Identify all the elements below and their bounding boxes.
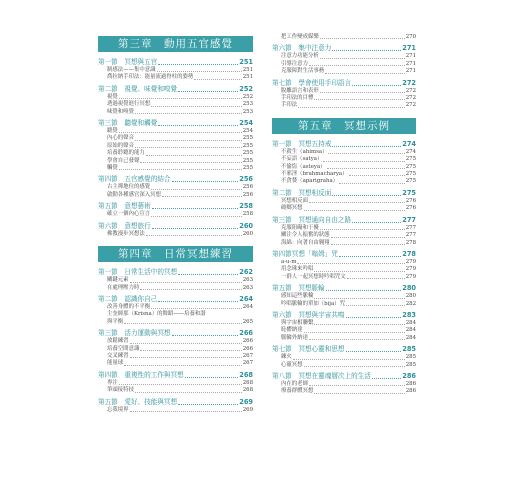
page-number: 272 xyxy=(405,95,416,102)
page-number: 252 xyxy=(242,93,253,100)
dot-leader xyxy=(124,365,242,366)
page-number: 285 xyxy=(402,345,416,354)
entry-title: 第八節 冥想在靈魂層次上的生活 xyxy=(272,371,371,380)
page-number: 265 xyxy=(242,318,253,325)
toc-section-entry[interactable] xyxy=(98,58,253,67)
page-number: 279 xyxy=(405,273,416,280)
dot-leader xyxy=(119,98,242,99)
page-number: 269 xyxy=(239,397,253,406)
toc-entry[interactable] xyxy=(98,165,253,172)
toc-entry[interactable] xyxy=(98,387,253,394)
dot-leader xyxy=(314,99,404,100)
dot-leader xyxy=(158,301,238,302)
entry-title: 不偷盜（asteya） xyxy=(281,163,326,170)
entry-title: 第七節 冥想心靈和思想 xyxy=(272,345,345,354)
page-number: 277 xyxy=(402,215,416,224)
dot-leader xyxy=(309,385,405,386)
page-number: 264 xyxy=(242,303,253,310)
dot-leader xyxy=(328,153,404,154)
entry-title: 第二節 視覺、味覺和嗅覺 xyxy=(98,84,178,93)
page-number: 253 xyxy=(242,108,253,115)
page-number: 272 xyxy=(402,78,416,87)
dot-leader xyxy=(314,393,404,394)
dot-leader xyxy=(314,324,404,325)
page-number: 280 xyxy=(402,284,416,293)
entry-title: 在處理壓力時 xyxy=(107,284,140,291)
page-number: 258 xyxy=(242,211,253,218)
dot-leader xyxy=(352,85,401,86)
entry-title: 啟動各種感官深入冥想 xyxy=(107,191,161,198)
entry-title: 放鬆練習 xyxy=(107,338,129,345)
dot-leader xyxy=(320,92,405,93)
entry-title: 與宇宙相聯繫 xyxy=(281,319,314,326)
entry-title: 關注令人振奮的狀態 xyxy=(281,232,330,239)
entry-title: 克服障對生活事務 xyxy=(281,68,325,75)
dot-leader xyxy=(157,71,242,72)
entry-title: 感知這些脈輪 xyxy=(281,293,314,300)
entry-title: 第三節 聽覺和觸覺 xyxy=(98,119,158,128)
toc-entry[interactable] xyxy=(98,184,253,191)
dot-leader xyxy=(372,378,401,379)
page-number: 278 xyxy=(405,239,416,246)
toc-entry[interactable] xyxy=(98,158,253,165)
entry-title: 脫離語言和表形 xyxy=(281,87,319,94)
page-number: 269 xyxy=(242,406,253,413)
page-number: 262 xyxy=(239,268,253,277)
dot-leader xyxy=(309,202,405,203)
dot-leader xyxy=(320,38,405,39)
entry-title: 克服阻礙和干擾 xyxy=(281,224,319,231)
toc-section-entry[interactable] xyxy=(272,189,416,198)
dot-leader xyxy=(325,73,405,74)
dot-leader xyxy=(140,289,241,290)
page-number: 284 xyxy=(405,327,416,334)
page-number: 279 xyxy=(405,258,416,265)
toc-entry[interactable] xyxy=(98,360,253,367)
entry-title: 不邪淫（brahmacharya） xyxy=(281,171,348,178)
page-number: 251 xyxy=(242,67,253,73)
toc-entry[interactable] xyxy=(272,34,416,41)
entry-title: 喬拉納手印法：能量流過脊柱的姿勢 xyxy=(107,74,194,81)
page-number: 282 xyxy=(405,300,416,307)
entry-title: 交叉練習 xyxy=(107,352,129,359)
page-number: 256 xyxy=(239,175,253,184)
entry-title: 內心的聲音 xyxy=(107,135,134,142)
entry-title: 引導注意力 xyxy=(281,60,308,67)
dot-leader xyxy=(309,65,405,66)
dot-leader xyxy=(146,235,242,236)
page-number: 272 xyxy=(405,87,416,94)
dot-leader xyxy=(298,107,405,108)
dot-leader xyxy=(304,332,405,333)
entry-title: 內在的老師 xyxy=(281,380,308,387)
page-number: 251 xyxy=(239,58,253,66)
toc-section-entry[interactable] xyxy=(98,371,253,380)
toc-entry[interactable] xyxy=(272,293,416,300)
page-number: 267 xyxy=(242,352,253,359)
dot-leader xyxy=(323,161,404,162)
dot-leader xyxy=(119,384,242,385)
toc-entry[interactable] xyxy=(98,231,253,238)
toc-section-entry[interactable] xyxy=(98,268,253,277)
toc-entry[interactable] xyxy=(272,388,416,395)
dot-leader xyxy=(352,222,401,223)
toc-section-entry[interactable] xyxy=(272,250,416,259)
toc-section-entry[interactable] xyxy=(98,295,253,304)
page-number: 255 xyxy=(242,135,253,142)
page-number: 271 xyxy=(405,60,416,67)
entry-title: 不妄語（satya） xyxy=(281,156,323,163)
toc-section-entry[interactable] xyxy=(98,222,253,231)
entry-title: 第四節 五官感覺的結合 xyxy=(98,175,171,184)
entry-title: 不貪婪（aparigraha） xyxy=(281,178,339,185)
entry-title: 手印法的目標 xyxy=(281,95,314,102)
toc-entry[interactable] xyxy=(272,156,416,163)
entry-title: 第四節 重複性的工作與冥想 xyxy=(98,370,184,379)
toc-entry[interactable] xyxy=(272,354,416,361)
dot-leader xyxy=(124,323,242,324)
dot-leader xyxy=(130,411,242,412)
toc-section-entry[interactable] xyxy=(98,398,253,407)
page-number: 255 xyxy=(242,150,253,157)
entry-title: 忘我境界 xyxy=(107,406,129,413)
page-number: 275 xyxy=(405,156,416,163)
dot-leader xyxy=(304,210,405,211)
toc-entry[interactable] xyxy=(98,311,253,318)
dot-leader xyxy=(140,162,241,163)
dot-leader xyxy=(346,305,405,306)
dot-leader xyxy=(346,317,402,318)
entry-title: 用念珠來吟唱 xyxy=(281,266,314,273)
page-number: 253 xyxy=(242,101,253,108)
dot-leader xyxy=(178,404,238,405)
entry-title: 主奎師那（Krisna）的舞蹈——培養和諧 xyxy=(107,311,206,318)
toc-entry[interactable] xyxy=(98,74,253,81)
dot-leader xyxy=(331,237,405,238)
toc-entry[interactable] xyxy=(98,277,253,284)
toc-entry[interactable] xyxy=(272,88,416,95)
toc-entry[interactable] xyxy=(272,102,416,109)
page-number: 260 xyxy=(242,230,253,237)
page-number: 275 xyxy=(405,178,416,185)
entry-title: 第七節 學會使用手印語言 xyxy=(272,78,352,87)
toc-entry[interactable] xyxy=(98,338,253,345)
dot-leader xyxy=(152,208,238,209)
page-number: 256 xyxy=(242,191,253,198)
toc-entry[interactable] xyxy=(98,109,253,116)
page-number: 277 xyxy=(405,232,416,239)
toc-section-entry[interactable] xyxy=(98,202,253,211)
entry-title: 與平衡 xyxy=(107,318,124,325)
toc-entry[interactable] xyxy=(272,232,416,239)
page-number: 260 xyxy=(239,221,253,230)
page-number: 279 xyxy=(405,266,416,273)
dot-leader xyxy=(130,282,242,283)
toc-entry[interactable] xyxy=(98,135,253,142)
dot-leader xyxy=(293,359,405,360)
entry-title: 第三節 冥想通向自由之路 xyxy=(272,215,352,224)
entry-title: 療養群體冥想 xyxy=(281,388,314,395)
entry-title: 佛教漫步冥想法 xyxy=(107,230,145,237)
dot-leader xyxy=(152,228,238,229)
page-number: 272 xyxy=(405,102,416,109)
toc-entry[interactable] xyxy=(98,319,253,326)
entry-title: 制感法——集中意識 xyxy=(107,67,156,73)
toc-entry[interactable] xyxy=(272,274,416,281)
entry-title: 培養空間意識 xyxy=(107,345,140,352)
entry-title: 關鍵元素 xyxy=(107,277,129,284)
toc-section-entry[interactable] xyxy=(272,345,416,354)
toc-section-entry[interactable] xyxy=(98,119,253,128)
page-number: 258 xyxy=(239,202,253,211)
entry-title: 破鄉冥想 xyxy=(281,205,303,212)
toc-section-entry[interactable] xyxy=(272,372,416,381)
dot-leader xyxy=(320,58,405,59)
entry-title: 學會自己發聲 xyxy=(107,157,140,164)
page-number: 263 xyxy=(242,277,253,284)
entry-title: 聽覺 xyxy=(107,128,118,135)
entry-title: 注意力功能分析 xyxy=(281,53,319,60)
toc-entry[interactable] xyxy=(272,335,416,342)
dot-leader xyxy=(332,50,401,51)
entry-title: 第六節 冥想與宇宙共鳴 xyxy=(272,310,345,319)
page-number: 285 xyxy=(405,361,416,368)
dot-leader xyxy=(135,392,242,393)
page-number: 275 xyxy=(405,163,416,170)
dot-leader xyxy=(178,274,238,275)
dot-leader xyxy=(304,366,405,367)
page-number: 266 xyxy=(242,345,253,352)
toc-entry[interactable] xyxy=(272,205,416,212)
entry-title: 一群人一起冥想時吟唱咒文 xyxy=(281,273,346,280)
toc-entry[interactable] xyxy=(98,101,253,108)
toc-entry[interactable] xyxy=(272,327,416,334)
page-number: 255 xyxy=(242,165,253,172)
page-number: 286 xyxy=(405,388,416,395)
page-number: 263 xyxy=(242,284,253,291)
page-number: 271 xyxy=(405,68,416,75)
page-number: 268 xyxy=(239,370,253,379)
entry-title: 手印法 xyxy=(281,102,298,109)
page-number: 275 xyxy=(405,171,416,178)
toc-entry[interactable] xyxy=(272,225,416,232)
page-number: 264 xyxy=(239,294,253,303)
page-number: 267 xyxy=(242,360,253,367)
dot-leader xyxy=(331,244,405,245)
entry-title: 味覺和嗅覺 xyxy=(107,108,134,115)
entry-title: 恥體納達 xyxy=(281,327,303,334)
page-number: 286 xyxy=(405,380,416,387)
page-number: 278 xyxy=(402,249,416,258)
entry-title: 脈輪外納達 xyxy=(281,334,308,341)
dot-leader xyxy=(185,377,239,378)
chapter-heading: 第四章 日常冥想練習 xyxy=(98,246,253,262)
dot-leader xyxy=(172,181,239,182)
entry-title: 不殺生（ahimsa） xyxy=(281,148,328,155)
entry-title: 第二節 認識你自己 xyxy=(98,294,158,303)
dot-leader xyxy=(151,189,242,190)
entry-title: 第一節 冥想與五官 xyxy=(98,58,158,66)
dot-leader xyxy=(332,146,401,147)
dot-leader xyxy=(327,168,405,169)
entry-title: 海綿：向著自由翱翔 xyxy=(281,239,330,246)
toc-right-column xyxy=(272,34,416,396)
chapter-heading: 第三章 動用五官感覺 xyxy=(98,36,253,52)
entry-title: 第五節 意想藝術 xyxy=(98,202,151,211)
entry-title: 把工作變成媒樂 xyxy=(281,34,319,40)
toc-section-entry[interactable] xyxy=(272,140,416,149)
page-number: 271 xyxy=(405,53,416,60)
entry-title: 改善身體的不平衡 xyxy=(107,303,151,310)
page-number: 284 xyxy=(405,319,416,326)
toc-entry[interactable] xyxy=(272,266,416,273)
page-number: 252 xyxy=(239,84,253,93)
page-number: 251 xyxy=(242,74,253,81)
page-number: 285 xyxy=(405,354,416,361)
entry-title: a-u-m xyxy=(281,258,297,265)
page-number: 277 xyxy=(405,224,416,231)
toc-section-entry[interactable] xyxy=(272,216,416,225)
toc-entry[interactable] xyxy=(98,150,253,157)
dot-leader xyxy=(346,351,402,352)
dot-leader xyxy=(151,216,242,217)
entry-title: 第一節 日常生活中的冥想 xyxy=(98,268,178,277)
toc-entry[interactable] xyxy=(272,68,416,75)
dot-leader xyxy=(119,132,242,133)
dot-leader xyxy=(135,140,242,141)
toc-section-entry[interactable] xyxy=(272,284,416,293)
entry-title: 培養聆聽的能力 xyxy=(107,150,145,157)
dot-leader xyxy=(326,290,401,291)
dot-leader xyxy=(140,350,241,351)
dot-leader xyxy=(162,196,242,197)
entry-title: 確立一個內心宣言 xyxy=(107,211,151,218)
page-number: 284 xyxy=(405,334,416,341)
dot-leader xyxy=(178,91,238,92)
toc-entry[interactable] xyxy=(98,285,253,292)
page-number: 270 xyxy=(405,34,416,40)
toc-section-entry[interactable] xyxy=(98,85,253,94)
toc-entry[interactable] xyxy=(272,164,416,171)
chapter-heading: 第五章 冥想示例 xyxy=(272,118,416,134)
dot-leader xyxy=(314,298,404,299)
toc-entry[interactable] xyxy=(98,346,253,353)
entry-title: 第二節 冥想相反面 xyxy=(272,188,332,197)
entry-title: 第三節 活力運動與冥想 xyxy=(98,329,171,338)
page-number: 255 xyxy=(242,157,253,164)
toc-left-column xyxy=(98,28,253,414)
entry-title: 第四節冥想「嗡姆」咒 xyxy=(272,249,338,258)
dot-leader xyxy=(332,195,401,196)
dot-leader xyxy=(158,64,238,65)
entry-title: 原始的聲音 xyxy=(107,142,134,149)
dot-leader xyxy=(135,113,242,114)
entry-title: 專注 xyxy=(107,379,118,386)
dot-leader xyxy=(320,229,405,230)
page-number: 268 xyxy=(242,379,253,386)
page-number: 276 xyxy=(405,205,416,212)
entry-title: 能量球 xyxy=(107,360,124,367)
dot-leader xyxy=(339,183,405,184)
dot-leader xyxy=(158,125,238,126)
dot-leader xyxy=(339,256,401,257)
page-number: 266 xyxy=(239,329,253,338)
entry-title: 透過視覺進行冥想 xyxy=(107,101,151,108)
entry-title: 練火 xyxy=(281,354,292,361)
toc-entry[interactable] xyxy=(98,407,253,414)
toc-entry[interactable] xyxy=(272,178,416,185)
toc-section-entry[interactable] xyxy=(272,311,416,320)
entry-title: 第六節 集中注意力 xyxy=(272,44,332,53)
dot-leader xyxy=(309,339,405,340)
dot-leader xyxy=(130,357,242,358)
page-number: 275 xyxy=(402,188,416,197)
page-number: 254 xyxy=(242,128,253,135)
dot-leader xyxy=(349,175,405,176)
entry-title: 古主禪地位的感覺 xyxy=(107,184,151,191)
toc-entry[interactable] xyxy=(272,53,416,60)
dot-leader xyxy=(347,278,405,279)
dot-leader xyxy=(151,308,242,309)
dot-leader xyxy=(151,106,242,107)
dot-leader xyxy=(135,147,242,148)
toc-entry[interactable] xyxy=(98,211,253,218)
dot-leader xyxy=(194,79,241,80)
toc-entry[interactable] xyxy=(272,362,416,369)
entry-title: 第六節 意想旅行 xyxy=(98,221,151,230)
dot-leader xyxy=(146,155,242,156)
entry-title: 心靈冥想 xyxy=(281,361,303,368)
entry-title: 第一節 冥想五持戒 xyxy=(272,139,332,148)
toc-section-entry[interactable] xyxy=(98,329,253,338)
page-number: 254 xyxy=(239,119,253,128)
dot-leader xyxy=(297,263,404,264)
page-number: 266 xyxy=(242,338,253,345)
dot-leader xyxy=(314,271,404,272)
entry-title: 吟唱脈輪的單加（bija）咒 xyxy=(281,300,345,307)
entry-title: 筆頭接特技 xyxy=(107,387,134,394)
page-number: 283 xyxy=(402,310,416,319)
page-number: 274 xyxy=(405,148,416,155)
page-number: 255 xyxy=(242,142,253,149)
entry-title: 視覺 xyxy=(107,93,118,100)
page-number: 268 xyxy=(242,387,253,394)
page-number: 280 xyxy=(405,293,416,300)
entry-title: 第五節 冥想脈輪 xyxy=(272,284,325,293)
toc-entry[interactable] xyxy=(98,192,253,199)
entry-title: 冥想相反面 xyxy=(281,197,308,204)
dot-leader xyxy=(130,343,242,344)
toc-entry[interactable] xyxy=(272,240,416,247)
entry-title: 觸覺 xyxy=(107,165,118,172)
page-number: 286 xyxy=(402,371,416,380)
toc-entry[interactable] xyxy=(272,301,416,308)
entry-title: 第五節 愛好、技能與冥想 xyxy=(98,397,178,406)
dot-leader xyxy=(119,169,242,170)
toc-section-entry[interactable] xyxy=(272,79,416,88)
page-number: 276 xyxy=(405,197,416,204)
page-number: 256 xyxy=(242,184,253,191)
page-number: 274 xyxy=(402,139,416,148)
dot-leader xyxy=(172,335,239,336)
page-number: 271 xyxy=(402,44,416,53)
